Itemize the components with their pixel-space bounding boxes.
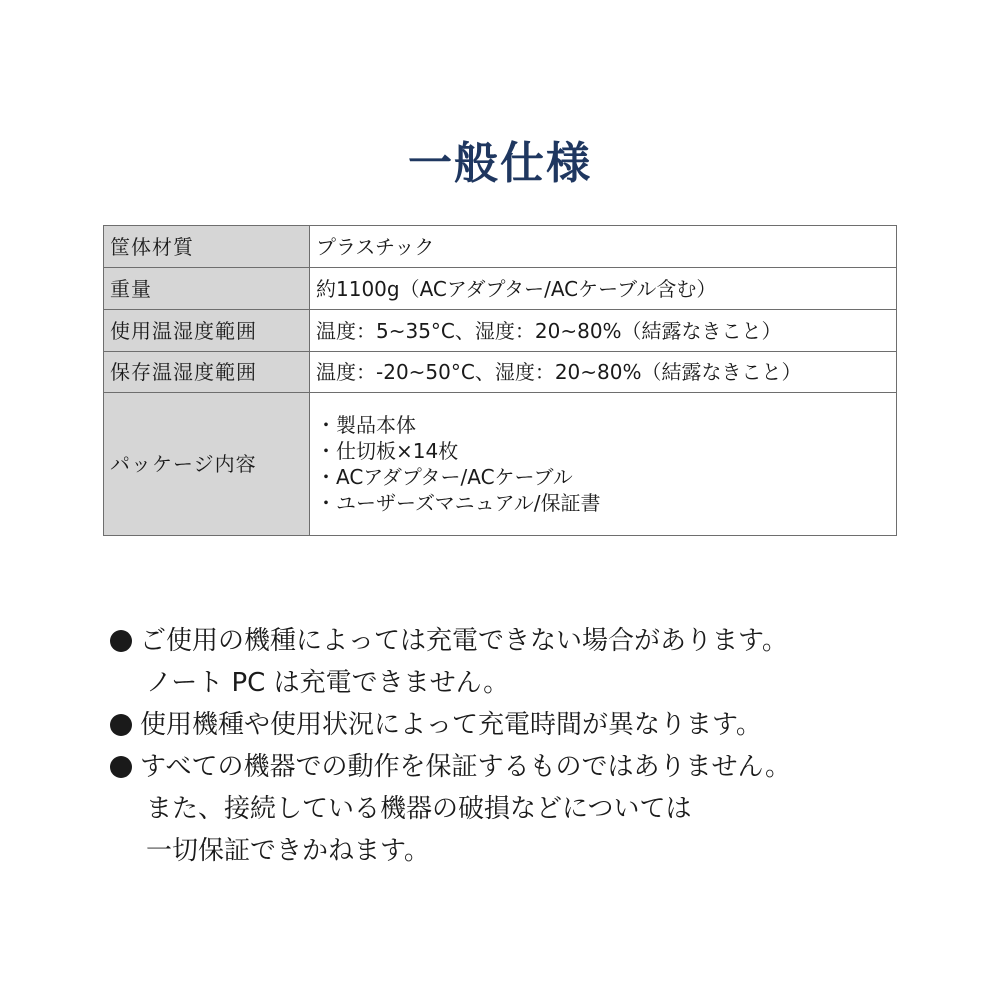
spec-label: パッケージ内容 — [104, 393, 310, 536]
spec-label: 重量 — [104, 268, 310, 310]
spec-value: 約1100g（ACアダプター/ACケーブル含む） — [310, 268, 897, 310]
package-item: ・仕切板×14枚 — [316, 439, 459, 463]
note-line: 使用機種や使用状況によって充電時間が異なります。 — [140, 710, 762, 740]
note-line: すべての機器での動作を保証するものではありません。 — [140, 752, 792, 782]
note-item — [108, 620, 908, 704]
notes-list — [108, 620, 908, 872]
spec-table — [103, 225, 897, 536]
spec-value: 温度：5~35°C、湿度：20~80%（結露なきこと） — [310, 310, 897, 352]
spec-row-material — [104, 226, 897, 268]
note-line: ご使用の機種によっては充電できない場合があります。 — [140, 626, 788, 656]
bullet-icon — [108, 712, 134, 738]
spec-value: プラスチック — [310, 226, 897, 268]
spec-label: 使用温湿度範囲 — [104, 310, 310, 352]
bullet-icon — [108, 754, 134, 780]
note-line: 一切保証できかねます。 — [146, 836, 430, 866]
spec-row-weight — [104, 268, 897, 310]
spec-row-operating-env — [104, 310, 897, 352]
note-line: また、接続している機器の破損などについては — [146, 794, 692, 824]
package-list — [310, 393, 897, 536]
bullet-icon — [108, 628, 134, 654]
spec-value: 温度：-20~50°C、湿度：20~80%（結露なきこと） — [310, 352, 897, 393]
note-item — [108, 704, 908, 746]
spec-label: 筐体材質 — [104, 226, 310, 268]
spec-label: 保存温湿度範囲 — [104, 352, 310, 393]
package-item: ・製品本体 — [316, 413, 416, 437]
note-line: ノート PC は充電できません。 — [146, 668, 510, 698]
spec-row-package — [104, 393, 897, 536]
spec-row-storage-env — [104, 352, 897, 393]
page-title: 一般仕様 — [408, 138, 592, 189]
package-item: ・ユーザーズマニュアル/保証書 — [316, 491, 601, 515]
note-item — [108, 746, 908, 872]
package-item: ・ACアダプター/ACケーブル — [316, 465, 573, 489]
